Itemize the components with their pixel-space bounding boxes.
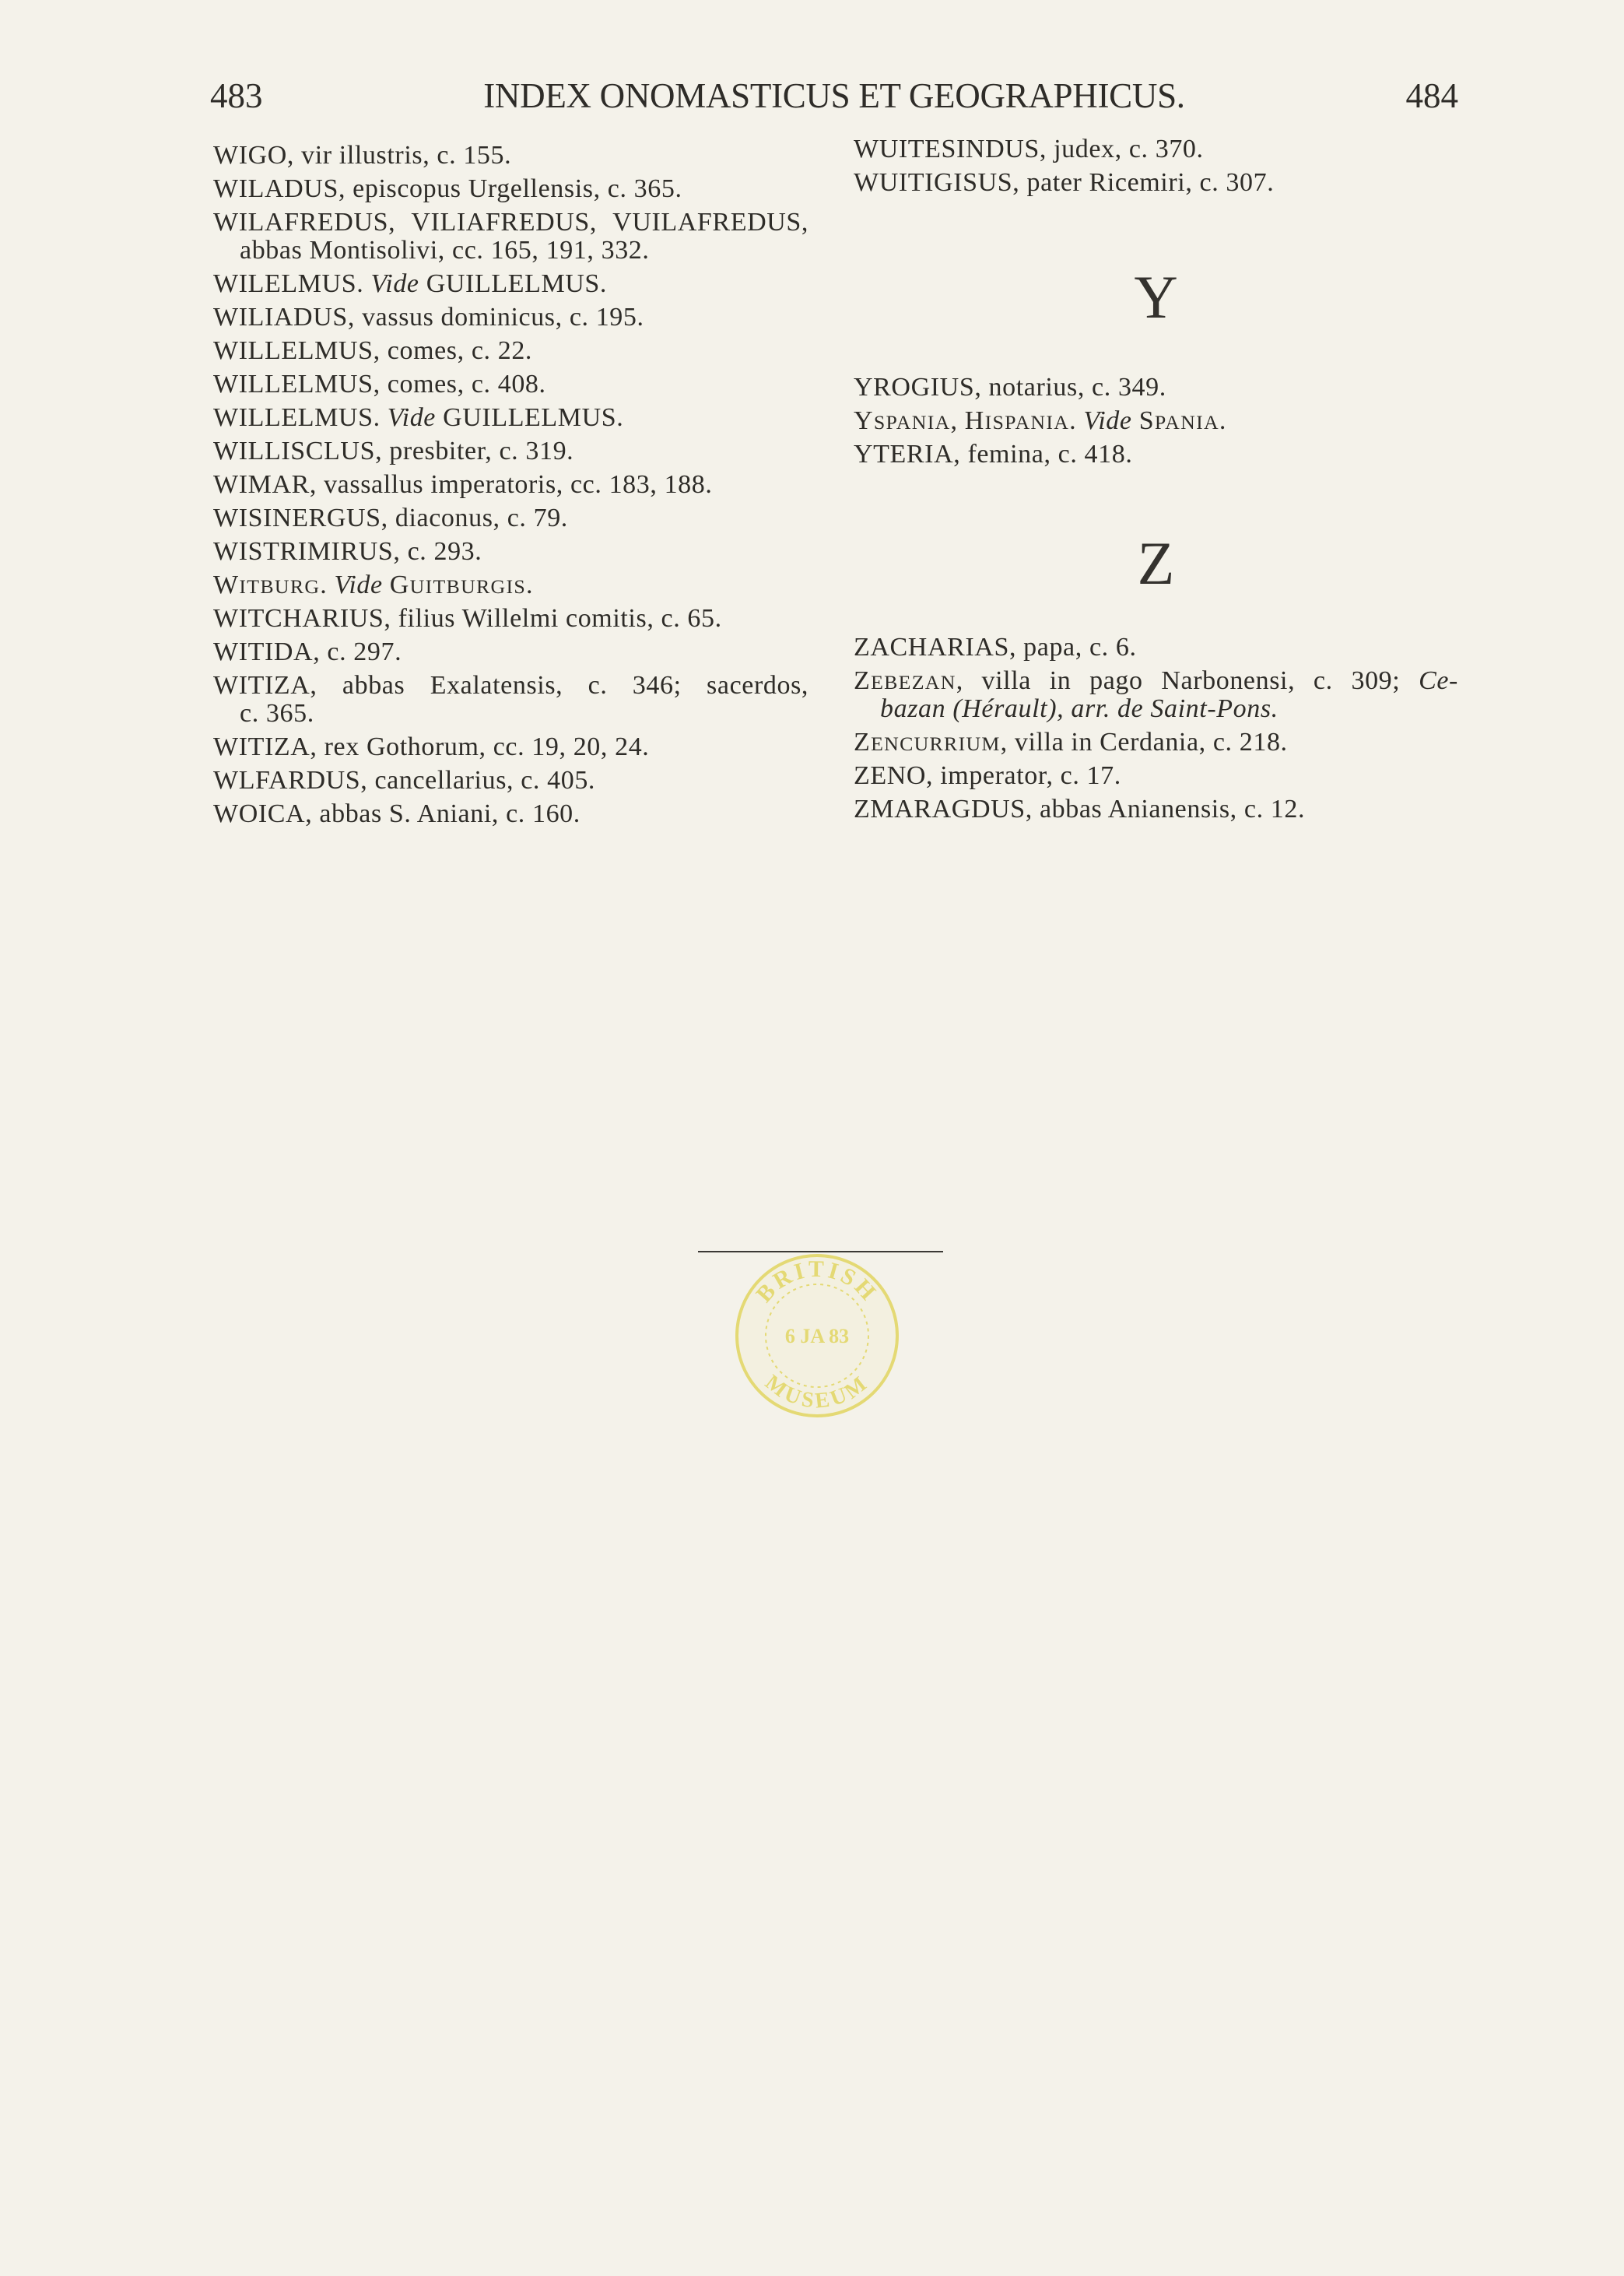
index-entry — [854, 667, 1458, 723]
vide-label: Vide — [370, 269, 419, 298]
cross-reference: GUITBURGIS — [389, 571, 527, 599]
index-entry: WITIDA, c. 297. — [213, 637, 402, 666]
entry-name: WITBURG — [213, 571, 321, 599]
index-entry: WISINERGUS, diaconus, c. 79. — [213, 504, 568, 532]
running-title: INDEX ONOMASTICUS ET GEOGRAPHICUS. — [483, 76, 1185, 115]
index-entry: WILLISCLUS, presbiter, c. 319. — [213, 437, 574, 465]
index-entry: ZENO, imperator, c. 17. — [854, 761, 1121, 790]
index-entry: WIGO, vir illustris, c. 155. — [213, 141, 512, 170]
vide-label: Vide — [387, 403, 436, 432]
index-section-y — [854, 374, 1458, 474]
entry-continuation: c. 365. — [240, 699, 314, 728]
entry-name: YSPANIA — [854, 406, 951, 435]
index-entry — [854, 407, 1458, 435]
vide-label: Vide — [334, 571, 383, 599]
section-heading-z: Z — [1137, 529, 1175, 597]
index-entry: WITIZA, rex Gothorum, cc. 19, 20, 24. — [213, 732, 650, 761]
index-column-left — [213, 142, 808, 834]
index-entry — [213, 209, 808, 265]
modern-place-location: bazan (Hérault), arr. de Saint-Pons. — [880, 694, 1279, 723]
entry-text: , villa in Cerdania, c. 218. — [1000, 728, 1288, 757]
page-number-left: 483 — [210, 76, 263, 115]
entry-line: WILAFREDUS, VILIAFREDUS, VUILAFREDUS, — [213, 208, 808, 237]
index-entry: WIMAR, vassallus imperatoris, cc. 183, 188. — [213, 470, 713, 499]
entry-line: WITIZA, abbas Exalatensis, c. 346; sacerdos, — [213, 671, 808, 700]
index-entry — [213, 571, 808, 599]
entry-punctuation: . — [526, 571, 534, 599]
index-entry — [213, 672, 808, 728]
index-entry: WOICA, abbas S. Aniani, c. 160. — [213, 799, 581, 828]
index-entry: ZMARAGDUS, abbas Anianensis, c. 12. — [854, 795, 1306, 824]
index-entry: WUITESINDUS, judex, c. 370. — [854, 135, 1204, 163]
entry-name: ZEBEZAN — [854, 666, 956, 695]
section-heading-y: Y — [1134, 263, 1178, 331]
library-stamp — [731, 1250, 903, 1421]
entry-continuation: abbas Montisolivi, cc. 165, 191, 332. — [240, 236, 650, 265]
index-entry — [854, 729, 1458, 757]
entry-punctuation: . — [1219, 406, 1227, 435]
index-entry: WITCHARIUS, filius Willelmi comitis, c. 65. — [213, 604, 722, 633]
index-entry: YROGIUS, notarius, c. 349. — [854, 373, 1166, 402]
stamp-bottom-text: MUSEUM — [760, 1370, 874, 1414]
index-entry: WILLELMUS, comes, c. 22. — [213, 336, 533, 365]
stamp-date: 6 JA 83 — [784, 1325, 850, 1347]
entry-name: WILLELMUS. — [213, 403, 381, 432]
index-section-z — [854, 634, 1458, 829]
entry-text: , villa in pago Narbonensi, c. 309; — [956, 666, 1401, 695]
cross-reference: SPANIA — [1138, 406, 1219, 435]
cross-reference: GUILLELMUS. — [426, 269, 608, 298]
index-entry: WILIADUS, vassus dominicus, c. 195. — [213, 303, 644, 332]
modern-place-name: Ce- — [1419, 666, 1458, 695]
stamp-top-text: BRITISH — [751, 1256, 883, 1308]
index-entry — [213, 404, 808, 432]
page-header — [210, 76, 1458, 115]
index-entry: ZACHARIAS, papa, c. 6. — [854, 633, 1137, 662]
entry-punctuation: . — [320, 571, 328, 599]
vide-label: Vide — [1083, 406, 1132, 435]
entry-variant-name: HISPANIA — [964, 406, 1070, 435]
entry-continuation — [854, 695, 1458, 723]
index-entry: WILLELMUS, comes, c. 408. — [213, 370, 546, 399]
index-entry: WUITIGISUS, pater Ricemiri, c. 307. — [854, 168, 1275, 197]
entry-punctuation: . — [1069, 406, 1077, 435]
index-column-right-w — [854, 135, 1458, 202]
cross-reference: GUILLELMUS. — [443, 403, 624, 432]
index-entry: WLFARDUS, cancellarius, c. 405. — [213, 766, 596, 795]
entry-punctuation: , — [950, 406, 958, 435]
entry-line — [854, 667, 1458, 695]
index-entry: WISTRIMIRUS, c. 293. — [213, 537, 482, 566]
entry-name: ZENCURRIUM — [854, 728, 1001, 757]
index-entry: WILADUS, episcopus Urgellensis, c. 365. — [213, 174, 682, 203]
entry-name: WILELMUS. — [213, 269, 364, 298]
page-number-right: 484 — [1405, 76, 1458, 115]
index-entry: YTERIA, femina, c. 418. — [854, 440, 1133, 469]
index-entry — [213, 270, 808, 298]
